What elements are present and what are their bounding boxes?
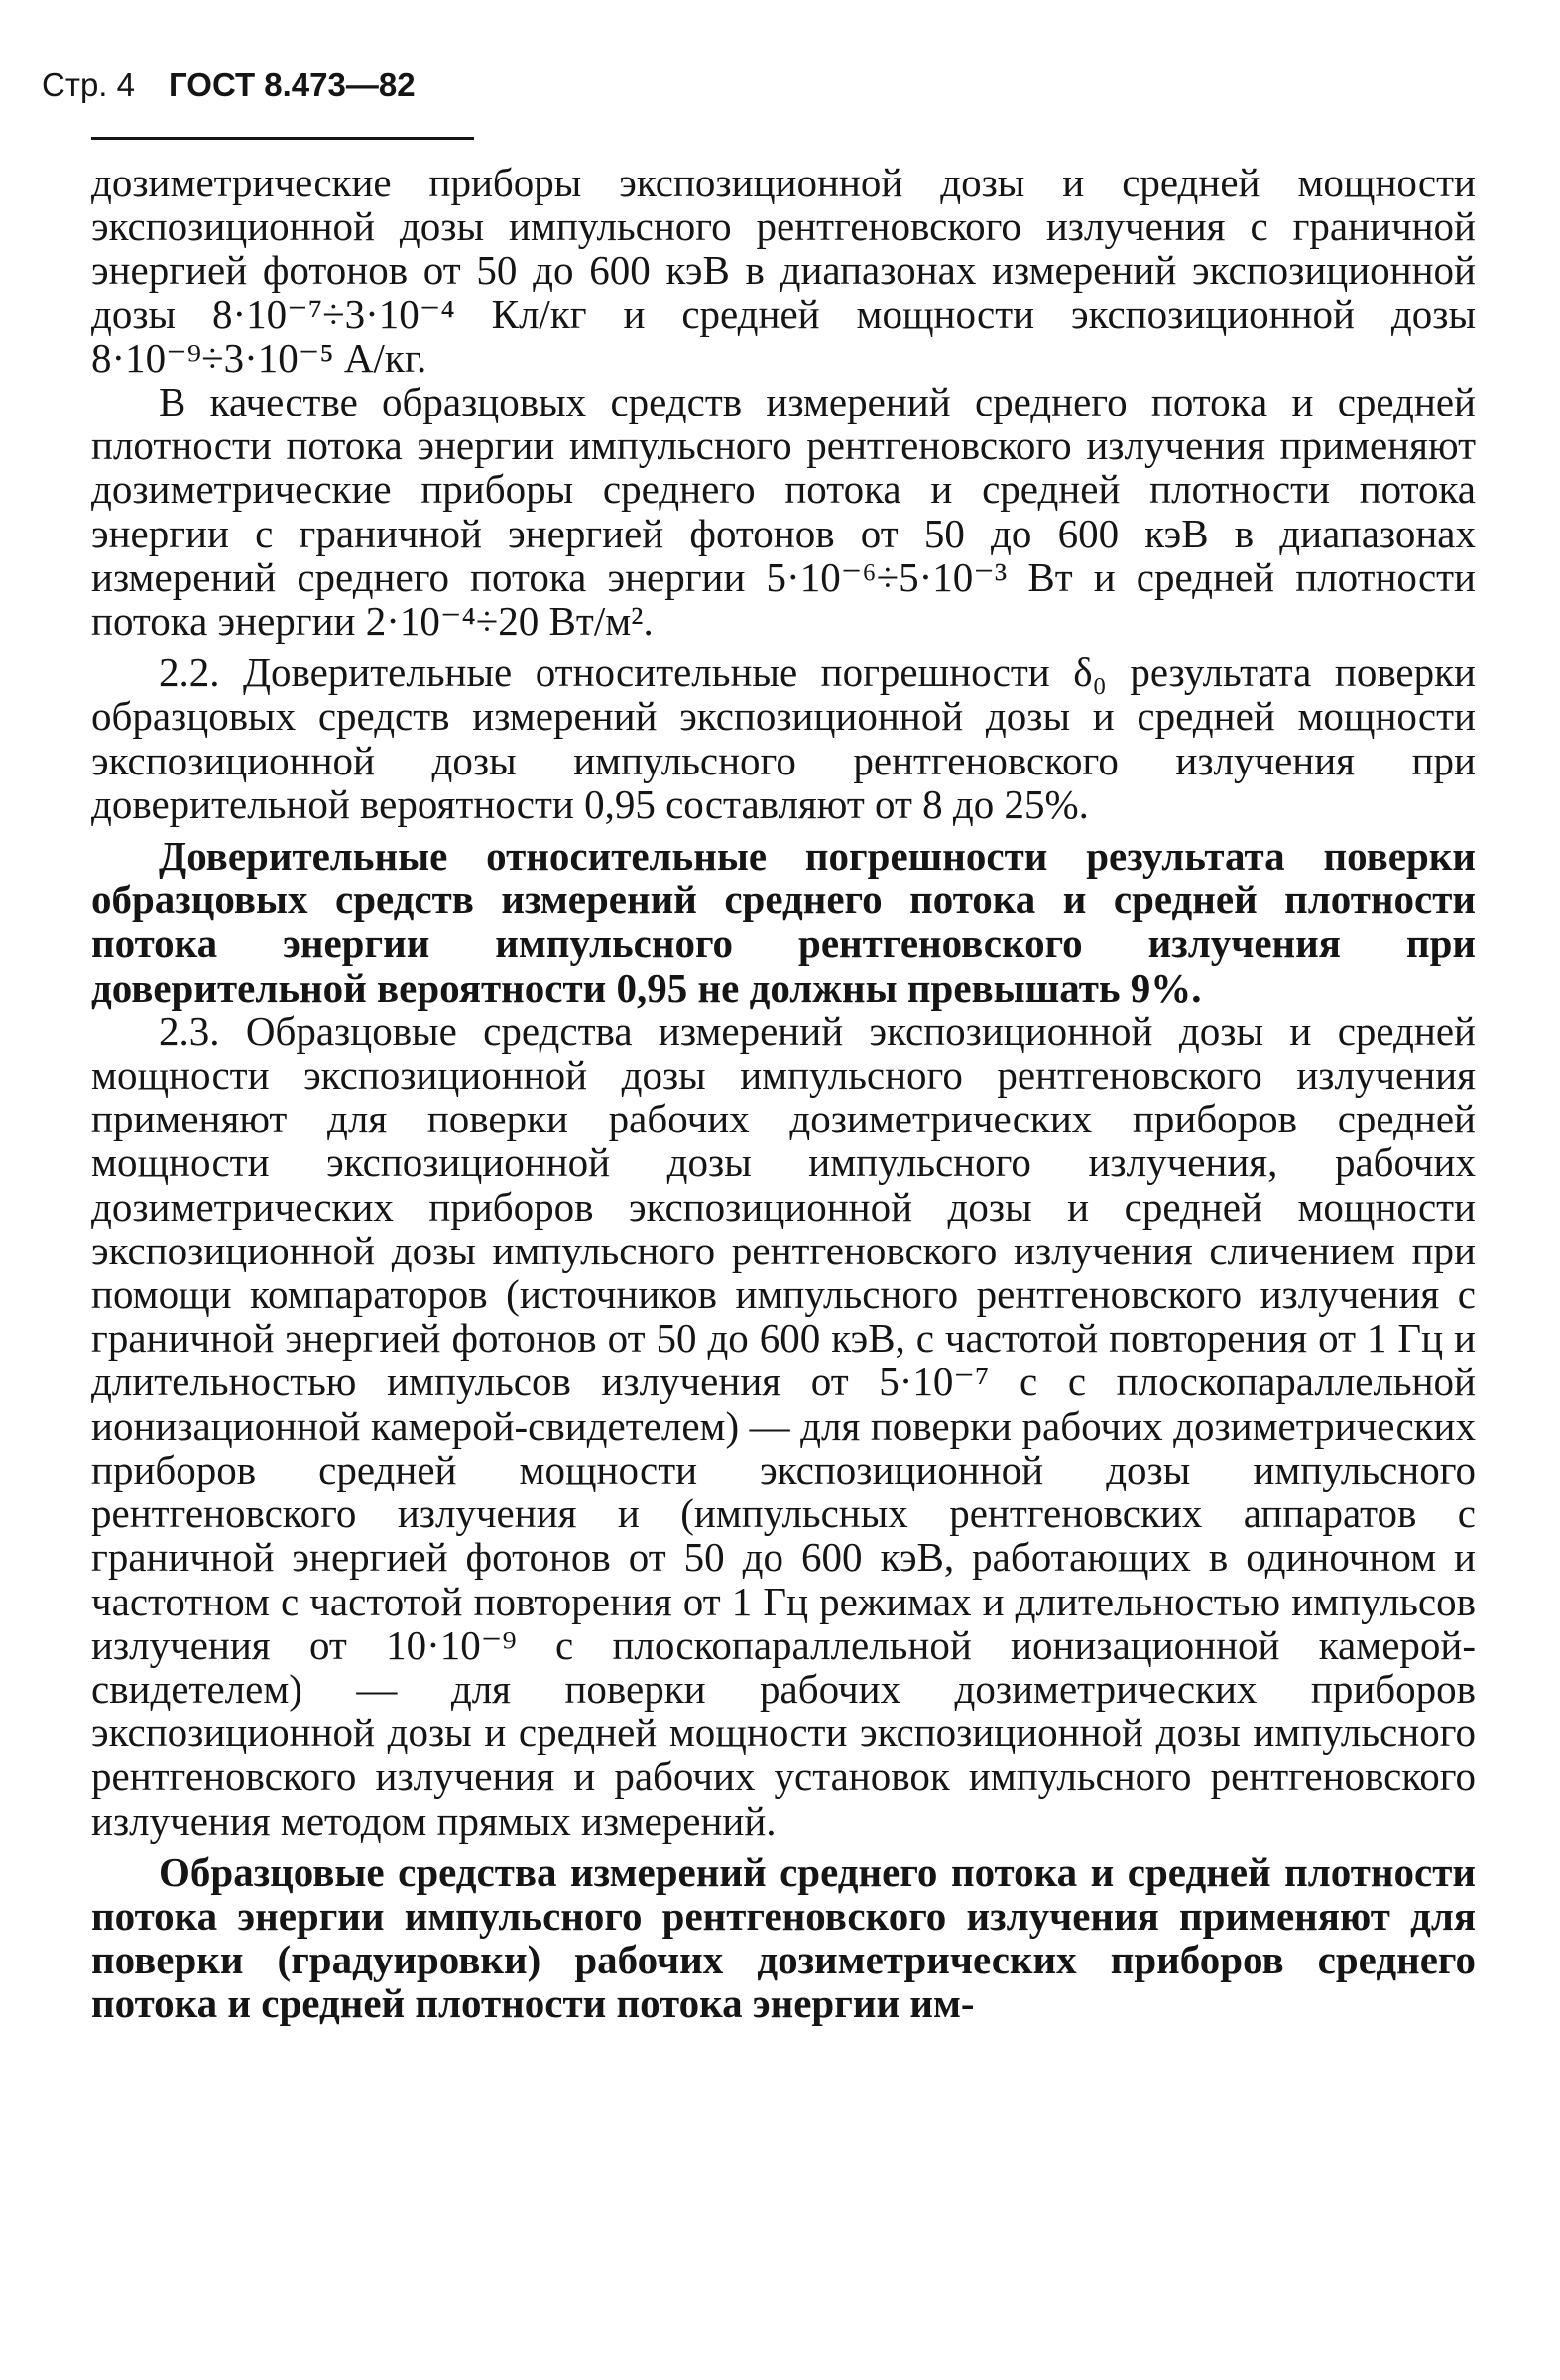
page-header bbox=[42, 65, 416, 105]
header-rule bbox=[91, 137, 474, 140]
paragraph-reference-instruments: В качестве образцовых средств измерений среднего потока и средней плотности потока энергии импульсного рентгеновского излучения применяют дозиметрические приборы среднего потока и средней плотности потока энергии с граничной энергией фотонов от 50 до 600 кэВ в диапазонах измерений среднего потока энергии 5·10⁻⁶÷5·10⁻³ Вт и средней плотности потока энергии 2·10⁻⁴÷20 Вт/м². bbox=[91, 379, 1476, 645]
paragraph-continuation: дозиметрические приборы экспозиционной дозы и средней мощности экспозиционной дозы импульсного рентгеновского излучения с граничной энергией фотонов от 50 до 600 кэВ в диапазонах измерений экспозиционной дозы 8·10⁻⁷÷3·10⁻⁴ Кл/кг и средней мощности экспозиционной дозы 8·10⁻⁹÷3·10⁻⁵ А/кг. bbox=[91, 160, 1476, 381]
document-body bbox=[91, 161, 1476, 2026]
paragraph-error-limit: Доверительные относительные погрешности результата поверки образцовых средств измерений среднего потока и средней плотности потока энергии импульсного рентгеновского излучения при доверительной вероятности 0,95 не должны превышать 9%. bbox=[91, 833, 1476, 1011]
standard-number: ГОСТ 8.473—82 bbox=[169, 66, 416, 103]
paragraph-calibration: Образцовые средства измерений среднего потока и средней плотности потока энергии импульсного рентгеновского излучения применяют для поверки (градуировки) рабочих дозиметрических приборов среднего потока и средней плотности потока энергии им- bbox=[91, 1848, 1476, 2027]
paragraph-section-2-2: 2.2. Доверительные относительные погрешности δ₀ результата поверки образцовых средств измерений экспозиционной дозы и средней мощности экспозиционной дозы импульсного рентгеновского излучения при доверительной вероятности 0,95 составляют от 8 до 25%. bbox=[91, 650, 1476, 827]
page-number: Стр. 4 bbox=[42, 66, 135, 103]
paragraph-section-2-3: 2.3. Образцовые средства измерений экспозиционной дозы и средней мощности экспозиционной дозы импульсного рентгеновского излучения применяют для поверки рабочих дозиметрических приборов средней мощности экспозиционной дозы импульсного излучения, рабочих дозиметрических приборов экспозиционной дозы и средней мощности экспозиционной дозы импульсного рентгеновского излучения сличением при помощи компараторов (источников импульсного рентгеновского излучения с граничной энергией фотонов от 50 до 600 кэВ, с частотой повторения от 1 Гц и длительностью импульсов излучения от 5·10⁻⁷ с с плоскопараллельной ионизационной камерой-свидетелем) — для поверки рабочих дозиметрических приборов средней мощности экспозиционной дозы импульсного рентгеновского излучения и (импульсных рентгеновских аппаратов с граничной энергией фотонов от 50 до 600 кэВ, работающих в одиночном и частотном с частотой повторения от 1 Гц режимах и длительностью импульсов излучения от 10·10⁻⁹ с плоскопараллельной ионизационной камерой-свидетелем) — для поверки рабочих дозиметрических приборов экспозиционной дозы и средней мощности экспозиционной дозы импульсного рентгеновского излучения и рабочих установок импульсного рентгеновского излучения методом прямых измерений. bbox=[91, 1008, 1476, 1844]
